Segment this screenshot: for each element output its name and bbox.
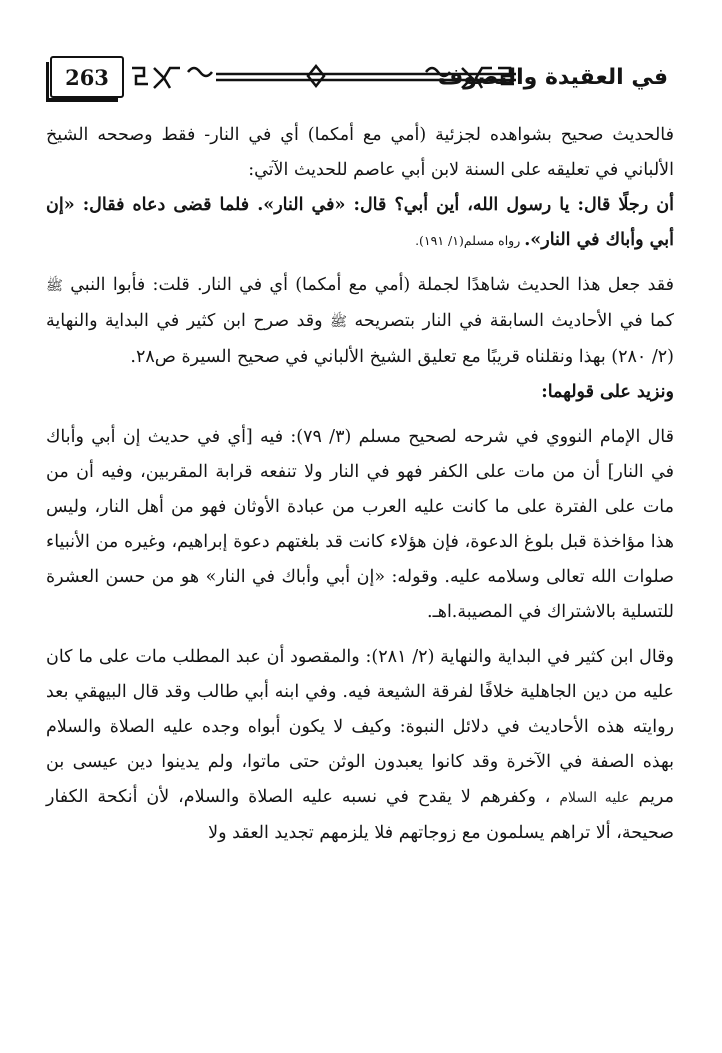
paragraph-5-part-b: ، وكفرهم لا يقدح في نسبه عليه الصلاة والسلام، لأن أنكحة الكفار صحيحة، ألا تراهم يسلمون مع زوجاتهم فلا يلزمهم تجديد العقد ولا [46, 787, 674, 843]
honorific-glyph: عليه السلام [559, 790, 630, 806]
paragraph-3-part-b: كما في الأحاديث السابقة في النار بتصريحه [354, 311, 674, 331]
paragraph-5 [46, 640, 674, 851]
page-number: 263 [50, 56, 124, 98]
paragraph-3-part-c: وقد صرح ابن كثير في البداية والنهاية (٢/ ٢٨٠) بهذا ونقلناه قريبًا مع تعليق الشيخ الألباني في صحيح السيرة ص٢٨. [46, 311, 674, 367]
paragraph-3-part-a: فقد جعل هذا الحديث شاهدًا لجملة (أمي مع أمكما) أي في النار. قلت: فأبوا النبي [70, 275, 674, 295]
honorific-glyph: ﷺ [330, 314, 348, 330]
honorific-glyph: ﷺ [46, 278, 63, 294]
page-header [40, 56, 676, 106]
running-title: في العقيدة والتصوف [437, 65, 668, 90]
subheading: ونزيد على قولهما: [541, 382, 674, 402]
paragraph-3 [46, 268, 674, 375]
hadith-quote: أن رجلًا قال: يا رسول الله، أين أبي؟ قال: «في النار». فلما قضى دعاه فقال: «إن أبي وأباك في النار». [46, 195, 674, 250]
main-text [46, 118, 674, 851]
paragraph-2 [46, 188, 674, 258]
hadith-reference: رواه مسلم(١/ ١٩١). [415, 233, 525, 248]
paragraph-4: قال الإمام النووي في شرحه لصحيح مسلم (٣/ ٧٩): فيه [أي في حديث إن أبي وأباك في النار] أن من مات على الكفر فهو في النار ولا تنفعه قرابة المقربين، وفيه أن من مات على الفترة على ما كانت عليه العرب من عبادة الأوثان فهو من أهل النار، وليس هذا مؤاخذة قبل بلوغ الدعوة، فإن هؤلاء كانت قد بلغتهم دعوة إبراهيم، وغيره من الأنبياء صلوات الله تعالى وسلامه عليه. وقوله: «إن أبي وأباك في النار» هو من حسن العشرة للتسلية بالاشتراك في المصيبة.اهـ. [46, 427, 674, 622]
paragraph-5-part-a: وقال ابن كثير في البداية والنهاية (٢/ ٢٨١): والمقصود أن عبد المطلب مات على ما كان عليه من دين الجاهلية خلافًا لفرقة الشيعة فيه. وفي ابنه أبي طالب وقد قال البيهقي بعد روايته هذه الأحاديث في دلائل النبوة: وكيف لا يكون أبواه وجده عليه الصلاة والسلام بهذه الصفة في الآخرة وقد كانوا يعبدون الوثن حتى ماتوا، ولم يدينوا دين عيسى بن مريم [46, 647, 674, 807]
paragraph-1: فالحديث صحيح بشواهده لجزئية (أمي مع أمكما) أي في النار- فقط وصححه الشيخ الألباني في تعليقه على السنة لابن أبي عاصم للحديث الآتي: [46, 125, 674, 180]
